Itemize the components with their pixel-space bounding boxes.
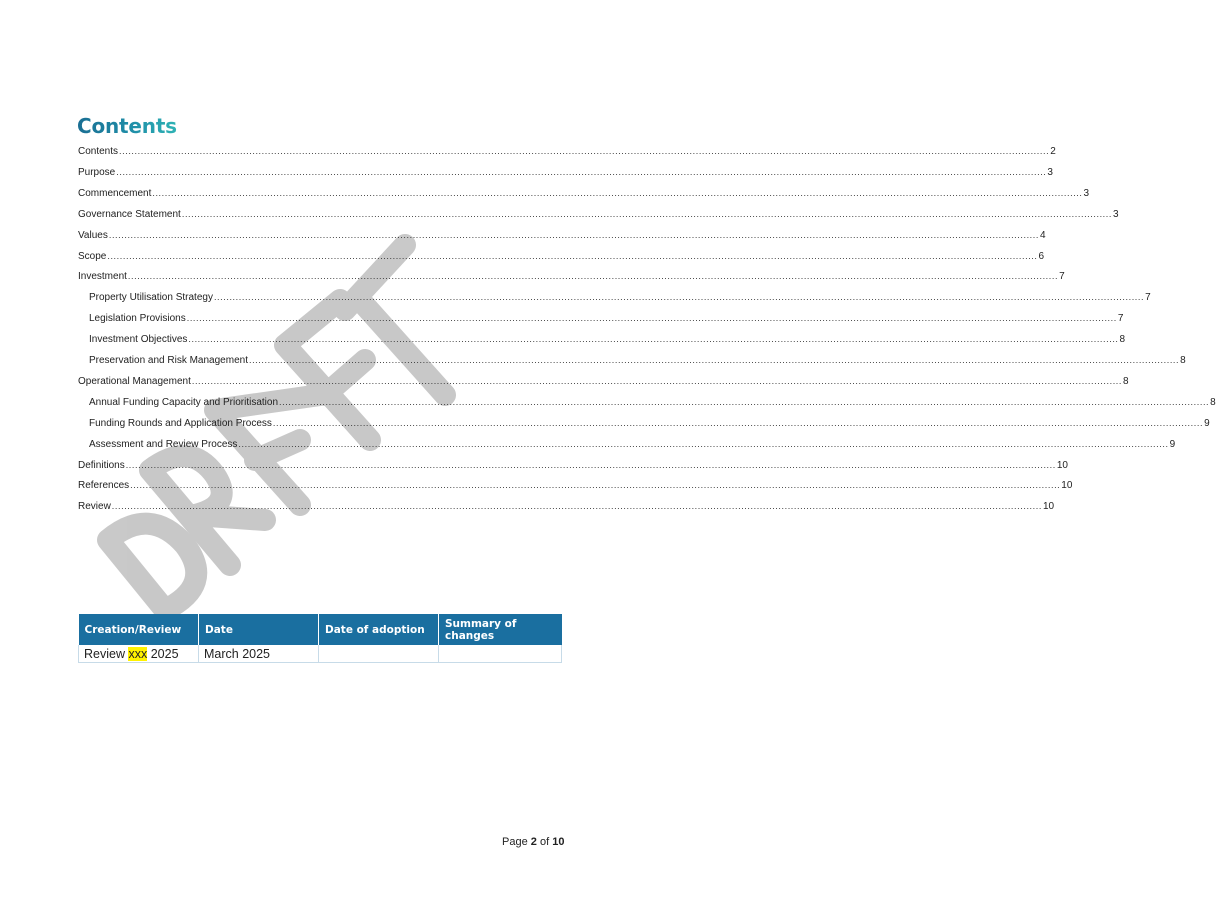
toc-entry-label: Funding Rounds and Application Process <box>89 417 272 429</box>
toc-entry-page: 8 <box>1210 396 1216 408</box>
toc-entry-page: 9 <box>1169 438 1176 450</box>
toc-entry[interactable] <box>78 144 1056 158</box>
toc-leader-dots: ............................................................................................................................................................................................................................................................................................................ <box>111 501 1042 512</box>
toc-entry[interactable] <box>78 458 1068 472</box>
toc-entry-label: Legislation Provisions <box>89 313 186 325</box>
toc-entry[interactable] <box>78 269 1065 283</box>
toc-leader-dots: ............................................................................................................................................................................................................................................................................................................ <box>107 250 1038 261</box>
page-footer <box>502 836 564 848</box>
toc-entry-label: Annual Funding Capacity and Prioritisation <box>89 396 278 408</box>
toc-leader-dots: ............................................................................................................................................................................................................................................................................................................ <box>116 166 1047 177</box>
toc-entry-label: Investment <box>78 271 127 283</box>
revision-header-row <box>79 614 562 645</box>
cell-creation-review <box>79 645 199 663</box>
toc-entry-label: Commencement <box>78 187 152 199</box>
toc-entry-label: Assessment and Review Process <box>89 438 238 450</box>
toc-entry[interactable] <box>89 290 1151 304</box>
toc-entry-page: 10 <box>1042 501 1055 513</box>
header-creation-review: Creation/Review <box>79 614 199 645</box>
contents-heading-text: Contents <box>77 114 177 138</box>
header-summary-of-changes: Summary of changes <box>439 614 562 645</box>
toc-entry-label: Property Utilisation Strategy <box>89 292 213 304</box>
toc-entry-page: 10 <box>1056 459 1068 471</box>
cell-date-of-adoption <box>319 645 439 663</box>
toc-entry[interactable] <box>78 499 1055 513</box>
toc-entry-label: Governance Statement <box>78 208 181 220</box>
toc-leader-dots: ............................................................................................................................................................................................................................................................................................................ <box>108 229 1039 240</box>
toc-entry-label: Investment Objectives <box>89 334 188 346</box>
toc-entry-label: References <box>78 480 130 492</box>
header-date-of-adoption: Date of adoption <box>319 614 439 645</box>
toc-entry-label: Scope <box>78 250 107 262</box>
toc-leader-dots: ............................................................................................................................................................................................................................................................................................................ <box>272 417 1204 428</box>
toc-entry-page: 7 <box>1059 271 1065 283</box>
toc-entry-page: 7 <box>1145 292 1151 304</box>
toc-entry[interactable] <box>89 416 1210 430</box>
toc-entry[interactable] <box>78 374 1129 388</box>
toc-entry-page: 8 <box>1123 375 1129 387</box>
toc-leader-dots: ............................................................................................................................................................................................................................................................................................................ <box>181 208 1112 219</box>
footer-current-page: 2 <box>530 836 537 848</box>
toc-leader-dots: ............................................................................................................................................................................................................................................................................................................ <box>188 334 1119 345</box>
review-highlight: xxx <box>128 646 148 661</box>
revision-history-table <box>78 614 562 663</box>
toc-entry[interactable] <box>89 353 1186 367</box>
toc-entry[interactable] <box>78 249 1045 263</box>
toc-leader-dots: ............................................................................................................................................................................................................................................................................................................ <box>186 313 1117 324</box>
footer-total-pages: 10 <box>552 836 565 848</box>
footer-page-word: Page <box>502 836 528 848</box>
toc-entry[interactable] <box>89 437 1176 451</box>
toc-leader-dots: ............................................................................................................................................................................................................................................................................................................ <box>191 375 1123 386</box>
toc-entry-page: 9 <box>1204 417 1210 429</box>
review-suffix: 2025 <box>150 646 179 661</box>
table-row <box>79 645 562 663</box>
toc-entry[interactable] <box>89 332 1126 346</box>
toc-entry-label: Operational Management <box>78 375 191 387</box>
review-prefix: Review <box>84 646 125 661</box>
toc-entry-page: 8 <box>1119 334 1126 346</box>
toc-entry-page: 4 <box>1040 229 1046 241</box>
toc-entry[interactable] <box>78 165 1053 179</box>
toc-entry-label: Values <box>78 229 108 241</box>
footer-of-word: of <box>539 836 550 848</box>
cell-date: March 2025 <box>199 645 319 663</box>
toc-entry-page: 8 <box>1180 355 1186 366</box>
toc-entry[interactable] <box>78 228 1046 242</box>
toc-entry-page: 7 <box>1117 313 1124 325</box>
toc-entry-page: 3 <box>1083 187 1090 199</box>
toc-entry[interactable] <box>78 186 1090 200</box>
toc-entry-page: 3 <box>1113 208 1119 220</box>
toc-entry-page: 6 <box>1038 250 1045 262</box>
toc-entry-label: Preservation and Risk Management <box>89 355 248 366</box>
toc-entry-page: 2 <box>1050 146 1056 157</box>
toc-entry[interactable] <box>89 395 1216 409</box>
toc-leader-dots: ............................................................................................................................................................................................................................................................................................................ <box>152 187 1083 198</box>
toc-entry[interactable] <box>78 207 1119 221</box>
toc-leader-dots: ............................................................................................................................................................................................................................................................................................................ <box>238 438 1169 449</box>
toc-entry-page: 3 <box>1047 166 1053 178</box>
cell-summary-of-changes <box>439 645 562 663</box>
toc-entry-page: 10 <box>1061 480 1073 492</box>
toc-entry-label: Contents <box>78 146 119 157</box>
toc-entry[interactable] <box>89 311 1124 325</box>
toc-leader-dots: ............................................................................................................................................................................................................................................................................................................ <box>130 480 1061 491</box>
toc-leader-dots: ............................................................................................................................................................................................................................................................................................................ <box>127 271 1059 282</box>
toc-leader-dots: ............................................................................................................................................................................................................................................................................................................ <box>279 396 1210 407</box>
toc-leader-dots: ............................................................................................................................................................................................................................................................................................................ <box>248 355 1180 365</box>
toc-leader-dots: ............................................................................................................................................................................................................................................................................................................ <box>119 146 1050 156</box>
toc-leader-dots: ............................................................................................................................................................................................................................................................................................................ <box>213 292 1145 303</box>
toc-entry-label: Definitions <box>78 459 125 471</box>
toc-entry-label: Purpose <box>78 166 116 178</box>
header-date: Date <box>199 614 319 645</box>
toc-entry[interactable] <box>78 478 1073 492</box>
toc-leader-dots: ............................................................................................................................................................................................................................................................................................................ <box>125 459 1056 470</box>
toc-entry-label: Review <box>78 501 111 513</box>
